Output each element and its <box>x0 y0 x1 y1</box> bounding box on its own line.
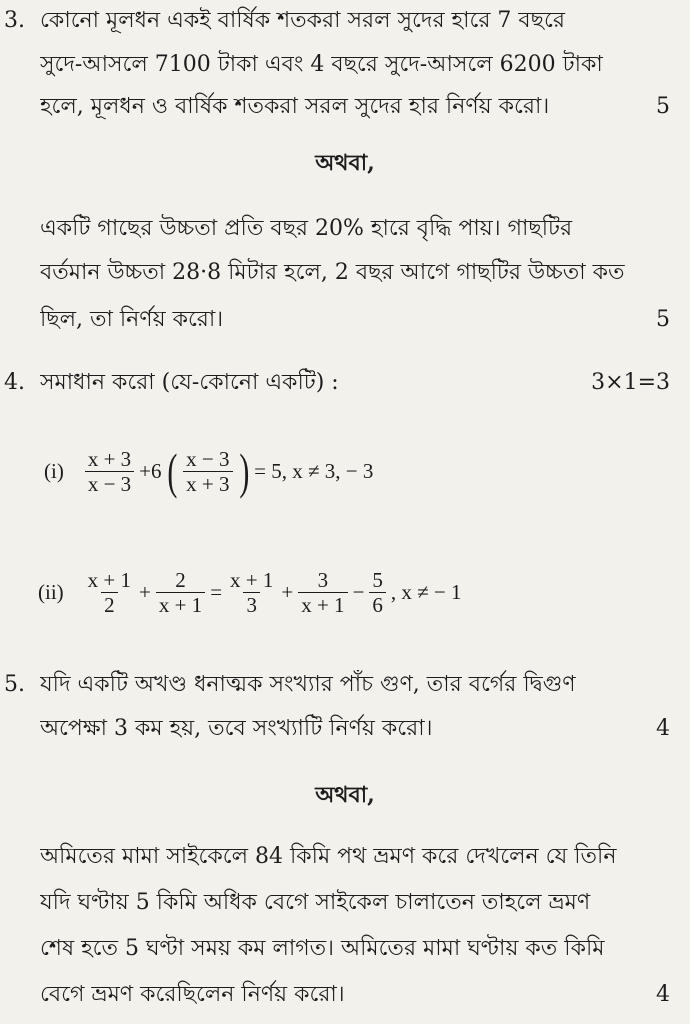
q4-i-fraction-1 <box>85 447 134 496</box>
q3-line-3: হলে, মূলধন ও বার্ষিক শতকরা সরল সুদের হার নির্ণয় করো। <box>40 94 550 119</box>
right-paren-icon: ) <box>238 443 249 499</box>
q5-marks: 4 <box>656 716 670 741</box>
q4-ii-condition: , x ≠ − 1 <box>390 580 462 604</box>
q4-ii-f2-numerator: 2 <box>175 568 186 592</box>
q4-ii-f3-numerator: x + 1 <box>230 568 274 592</box>
q4-ii-f2-denominator: x + 1 <box>156 592 205 617</box>
q4-ii-f4-numerator: 3 <box>317 568 329 592</box>
q3-marks: 5 <box>656 94 670 119</box>
q5-number: 5. <box>4 672 25 697</box>
q4-i-plus-six: +6 <box>139 458 162 483</box>
q3-alt-line-1: একটি গাছের উচ্চতা প্রতি বছর 20% হারে বৃদ্ধি পায়। গাছটির <box>40 216 573 241</box>
plus-sign-icon: + <box>139 580 151 604</box>
q4-ii-fraction-5 <box>369 568 386 617</box>
q3-alt-line-3: ছিল, তা নির্ণয় করো। <box>40 307 224 332</box>
q4-i-rhs: = 5, x ≠ 3, − 3 <box>254 458 374 483</box>
q4-ii-fraction-1 <box>85 568 134 617</box>
left-paren-icon: ( <box>166 443 177 499</box>
q4-number: 4. <box>4 370 25 395</box>
q3-or-label: অথবা, <box>315 150 375 176</box>
q5-alt-line-4: বেগে ভ্রমণ করেছিলেন নির্ণয় করো। <box>40 982 345 1007</box>
q3-line-2: সুদে-আসলে 7100 টাকা এবং 4 বছরে সুদে-আসলে 6200 টাকা <box>40 52 603 77</box>
q4-label-i: (i) <box>44 458 64 483</box>
q4-equation-ii <box>38 568 464 617</box>
q4-ii-fraction-4 <box>298 568 347 617</box>
q4-ii-fraction-3 <box>227 568 276 617</box>
q5-line-1: যদি একটি অখণ্ড ধনাত্মক সংখ্যার পাঁচ গুণ, তার বর্গের দ্বিগুণ <box>40 672 576 697</box>
q4-ii-f5-denominator: 6 <box>369 592 386 617</box>
q5-or-label: অথবা, <box>315 782 375 808</box>
q4-instruction: সমাধান করো (যে-কোনো একটি) : <box>40 370 339 395</box>
q3-alt-marks: 5 <box>656 307 670 332</box>
q4-ii-fraction-2 <box>156 568 205 617</box>
q4-ii-f3-denominator: 3 <box>243 592 260 617</box>
q4-i-f1-numerator: x + 3 <box>87 446 132 471</box>
q4-equation-i <box>44 443 375 499</box>
plus-sign-icon: + <box>281 580 294 604</box>
q5-alt-marks: 4 <box>656 982 670 1007</box>
q5-line-2: অপেক্ষা 3 কম হয়, তবে সংখ্যাটি নির্ণয় করো। <box>40 716 433 741</box>
q4-label-ii: (ii) <box>38 580 64 604</box>
q4-ii-f4-denominator: x + 1 <box>298 592 347 617</box>
q4-marks: 3×1=3 <box>591 370 670 395</box>
q4-i-f2-denominator: x + 3 <box>183 471 232 496</box>
equals-sign-icon: = <box>210 580 223 604</box>
q4-i-f1-denominator: x − 3 <box>85 471 134 496</box>
minus-sign-icon: − <box>352 580 365 604</box>
q4-ii-f1-denominator: 2 <box>101 592 118 617</box>
q3-line-1: কোনো মূলধন একই বার্ষিক শতকরা সরল সুদের হারে 7 বছরে <box>40 8 565 33</box>
q3-alt-line-2: বর্তমান উচ্চতা 28·8 মিটার হলে, 2 বছর আগে গাছটির উচ্চতা কত <box>40 260 625 285</box>
q3-number: 3. <box>4 8 25 33</box>
q4-ii-f5-numerator: 5 <box>372 568 383 592</box>
q4-ii-f1-numerator: x + 1 <box>87 568 131 592</box>
q5-alt-line-3: শেষ হতে 5 ঘণ্টা সময় কম লাগত। অমিতের মামা ঘণ্টায় কত কিমি <box>40 936 605 961</box>
q4-i-fraction-2 <box>183 447 232 496</box>
q5-alt-line-2: যদি ঘণ্টায় 5 কিমি অধিক বেগে সাইকেল চালাতেন তাহলে ভ্রমণ <box>40 890 591 915</box>
q4-i-f2-numerator: x − 3 <box>186 446 230 471</box>
q5-alt-line-1: অমিতের মামা সাইকেলে 84 কিমি পথ ভ্রমণ করে দেখলেন যে তিনি <box>40 844 617 869</box>
